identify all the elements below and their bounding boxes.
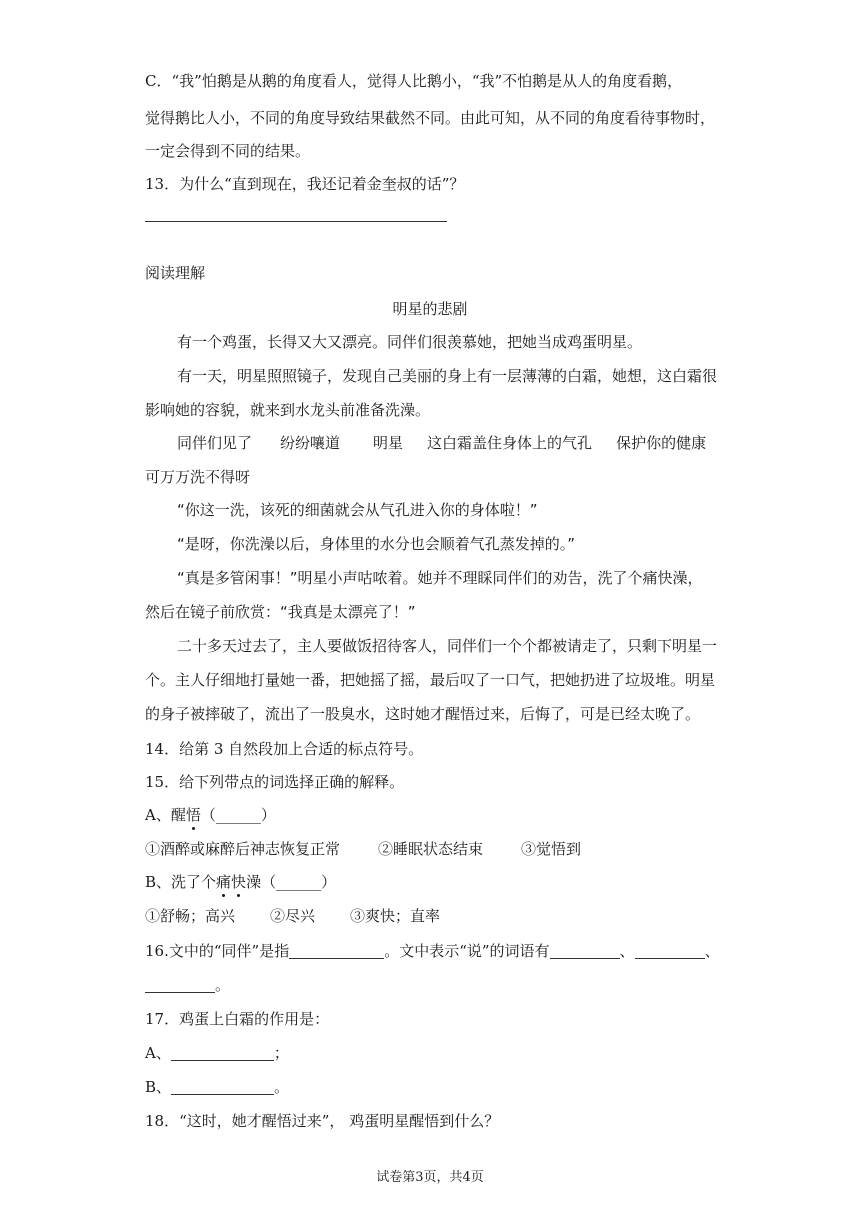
option-b-3: ③爽快；直率	[350, 907, 441, 925]
story-paragraph-7-line-3: 的身子被摔破了，流出了一股臭水，这时她才醒悟过来，后悔了，可是已经太晚了。	[145, 705, 701, 723]
q17-a-label: A、	[145, 1044, 171, 1062]
part-a-blank[interactable]: （______）	[200, 806, 276, 824]
story-paragraph-7-line-2: 个。主人仔细地打量她一番，把她摇了摇，最后叹了一口气，把她扔进了垃圾堆。明星	[145, 671, 716, 689]
question-15-part-a	[145, 805, 276, 825]
answer-blank[interactable]	[550, 943, 620, 959]
part-a-options	[145, 839, 581, 859]
q16-text-1: 16.文中的“同伴”是指	[145, 942, 290, 960]
option-a-2: ②睡眠状态结束	[378, 840, 484, 858]
question-16	[145, 941, 720, 961]
q17-b-label: B、	[145, 1078, 172, 1096]
part-b-blank[interactable]: 澡（______）	[246, 873, 337, 891]
p3-segment-4: 这白霜盖住身体上的气孔	[427, 434, 593, 452]
q16-text-2: 。文中表示“说”的词语有	[384, 942, 550, 960]
dotted-char: 快	[231, 873, 247, 891]
separator: 、	[619, 942, 635, 960]
separator: 、	[704, 942, 720, 960]
answer-line-13[interactable]	[145, 221, 447, 222]
part-b-label: B、洗了个	[145, 873, 217, 891]
option-a-3: ③觉悟到	[521, 840, 582, 858]
part-a-label: A、醒	[145, 806, 186, 824]
question-16-line-2	[145, 975, 230, 995]
section-heading: 阅读理解	[145, 264, 206, 282]
option-a-1: ①酒醉或麻醉后神志恢复正常	[145, 840, 341, 858]
story-paragraph-4: “你这一洗，该死的细菌就会从气孔进入你的身体啦！”	[177, 501, 538, 519]
dotted-char: 痛	[216, 873, 232, 891]
p3-segment-3: 明星	[373, 434, 404, 452]
story-paragraph-2-line-1: 有一天，明星照照镜子，发现自己美丽的身上有一层薄薄的白霜，她想，这白霜很	[177, 367, 718, 385]
dotted-char: 悟	[185, 806, 201, 824]
question-17-a	[145, 1043, 289, 1063]
period: 。	[274, 1078, 290, 1096]
option-c-line-1: C．“我”怕鹅是从鹅的角度看人，觉得人比鹅小，“我”不怕鹅是从人的角度看鹅，	[145, 72, 683, 90]
question-15-part-b	[145, 872, 336, 892]
story-title: 明星的悲剧	[392, 300, 468, 318]
page-footer: 试卷第3页，共4页	[376, 1170, 484, 1185]
question-17: 17．鸡蛋上白霜的作用是：	[145, 1010, 330, 1028]
option-b-1: ①舒畅；高兴	[145, 907, 236, 925]
story-paragraph-1: 有一个鸡蛋，长得又大又漂亮。同伴们很羡慕她，把她当成鸡蛋明星。	[177, 333, 643, 351]
question-13: 13．为什么“直到现在，我还记着金奎叔的话”？	[145, 175, 465, 193]
p3-segment-2: 纷纷嚷道	[280, 434, 341, 452]
answer-blank[interactable]	[635, 943, 705, 959]
p3-segment-6: 可万万洗不得呀	[145, 468, 251, 486]
question-14: 14．给第 3 自然段加上合适的标点符号。	[145, 740, 424, 758]
story-paragraph-7-line-1: 二十多天过去了，主人要做饭招待客人，同伴们一个个都被请走了，只剩下明星一	[177, 637, 718, 655]
story-paragraph-5: “是呀，你洗澡以后，身体里的水分也会顺着气孔蒸发掉的。”	[177, 535, 576, 553]
question-17-b	[145, 1077, 289, 1097]
part-b-options	[145, 906, 440, 926]
answer-blank[interactable]	[171, 1045, 274, 1061]
period: 。	[215, 976, 231, 994]
answer-blank[interactable]	[171, 1079, 274, 1095]
story-paragraph-2-line-2: 影响她的容貌，就来到水龙头前准备洗澡。	[145, 401, 431, 419]
question-15: 15．给下列带点的词选择正确的解释。	[145, 773, 405, 791]
story-paragraph-6-line-1: “真是多管闲事！”明星小声咕哝着。她并不理睬同伴们的劝告，洗了个痛快澡，	[177, 569, 703, 587]
question-18: 18．“这时，她才醒悟过来”， 鸡蛋明星醒悟到什么？	[145, 1112, 500, 1130]
option-c-line-3: 一定会得到不同的结果。	[145, 142, 311, 160]
semicolon: ；	[273, 1044, 289, 1062]
option-b-2: ②尽兴	[270, 907, 316, 925]
answer-blank[interactable]	[289, 943, 384, 959]
p3-segment-5: 保护你的健康	[616, 434, 707, 452]
p3-segment-1: 同伴们见了	[177, 434, 253, 452]
story-paragraph-6-line-2: 然后在镜子前欣赏：“我真是太漂亮了！”	[145, 603, 416, 621]
story-paragraph-3	[177, 433, 706, 453]
option-c-line-2: 觉得鹅比人小，不同的角度导致结果截然不同。由此可知，从不同的角度看待事物时，	[145, 109, 716, 127]
answer-blank[interactable]	[145, 977, 215, 993]
